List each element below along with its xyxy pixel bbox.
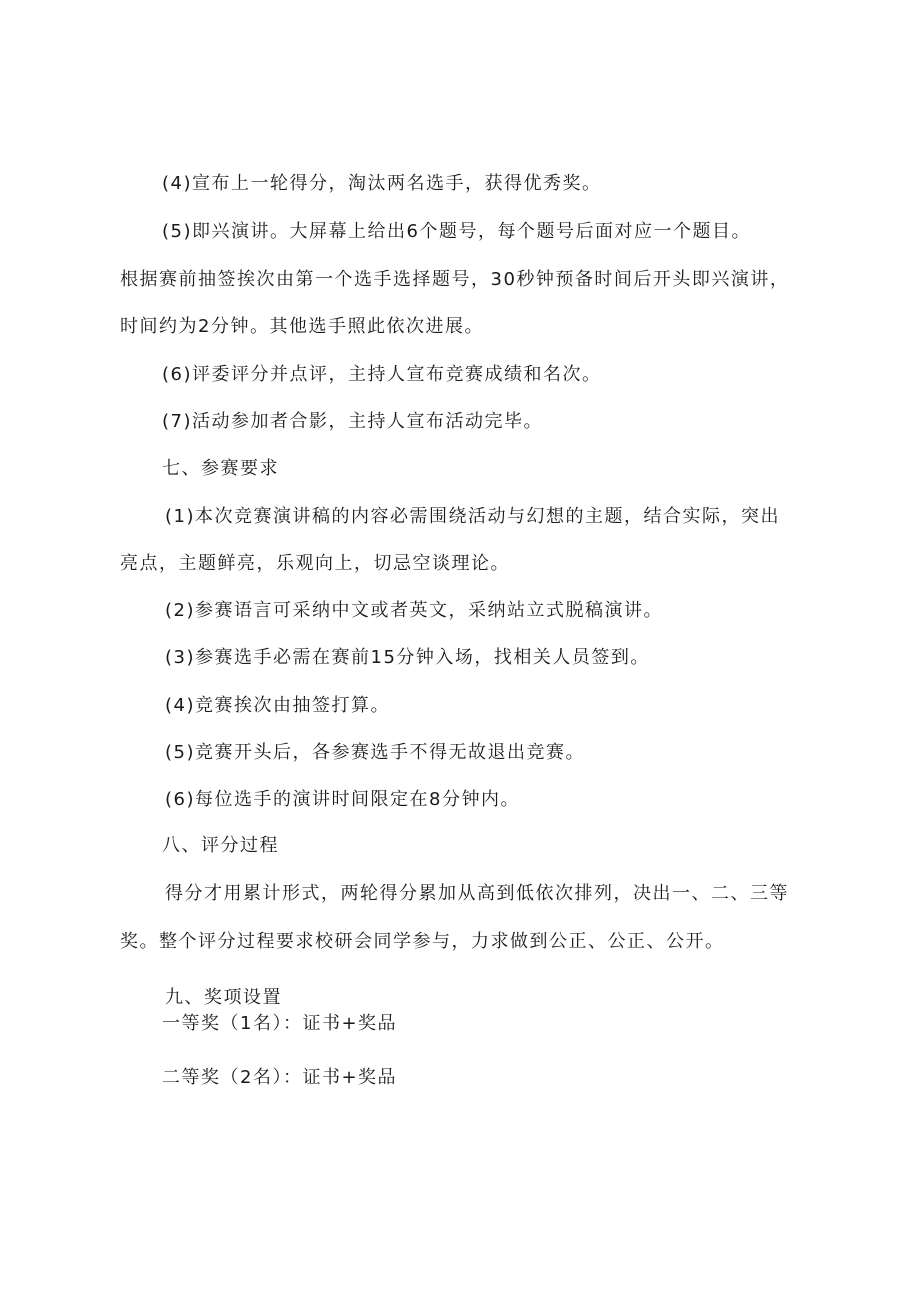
text-line-group-photo: (7)活动参加者合影，主持人宣布活动完毕。: [162, 411, 543, 432]
text-line-req-6: (6)每位选手的演讲时间限定在8分钟内。: [165, 789, 520, 810]
text-line-req-2: (2)参赛语言可采纳中文或者英文，采纳站立式脱稿演讲。: [165, 600, 663, 621]
text-line-scoring: 得分才用累计形式，两轮得分累加从高到低依次排列，决出一、二、三等: [165, 883, 789, 904]
text-line-impromptu-speech: (5)即兴演讲。大屏幕上给出6个题号，每个题号后面对应一个题目。: [162, 221, 751, 242]
text-line-req-1-cont: 亮点，主题鲜亮，乐观向上，切忌空谈理论。: [120, 553, 510, 574]
text-line-req-1: (1)本次竞赛演讲稿的内容必需围绕活动与幻想的主题，结合实际，突出: [165, 506, 780, 527]
text-line-impromptu-time: 时间约为2分钟。其他选手照此依次进展。: [120, 316, 484, 337]
text-line-first-prize: 一等奖（1名）：证书+奖品: [162, 1013, 398, 1034]
text-line-announce-scores: (4)宣布上一轮得分，淘汰两名选手，获得优秀奖。: [162, 173, 602, 194]
text-line-req-4: (4)竞赛挨次由抽签打算。: [165, 695, 390, 716]
text-line-req-5: (5)竞赛开头后，各参赛选手不得无故退出竞赛。: [165, 742, 585, 763]
text-line-judges-review: (6)评委评分并点评，主持人宣布竞赛成绩和名次。: [162, 364, 602, 385]
section-heading-scoring: 八、评分过程: [162, 835, 279, 856]
text-line-req-3: (3)参赛选手必需在赛前15分钟入场，找相关人员签到。: [165, 647, 650, 668]
text-line-impromptu-order: 根据赛前抽签挨次由第一个选手选择题号，30秒钟预备时间后开头即兴演讲，: [120, 269, 790, 290]
text-line-scoring-cont: 奖。整个评分过程要求校研会同学参与，力求做到公正、公正、公开。: [120, 931, 725, 952]
section-heading-requirements: 七、参赛要求: [162, 458, 279, 479]
text-line-second-prize: 二等奖（2名）：证书+奖品: [162, 1067, 398, 1088]
section-heading-awards: 九、奖项设置: [165, 987, 282, 1008]
